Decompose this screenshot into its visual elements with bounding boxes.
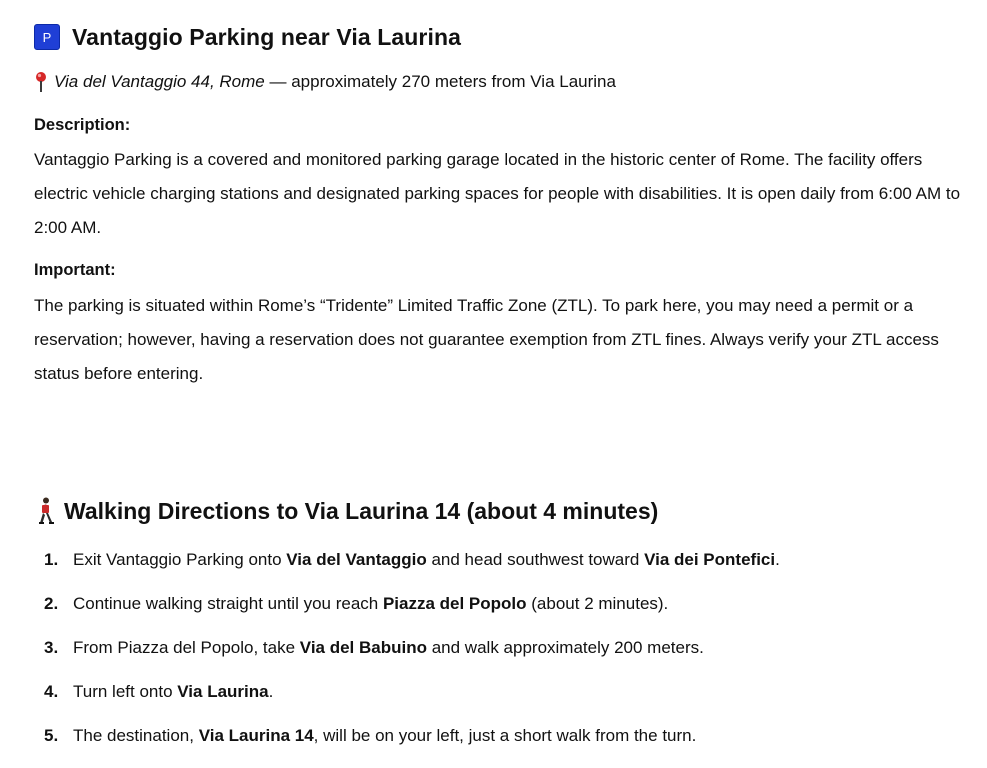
street-name: Via del Babuino [299, 638, 427, 657]
description-label: Description: [34, 116, 131, 134]
direction-step [44, 538, 974, 582]
street-name: Via Laurina 14 [198, 726, 314, 745]
step-number: 4. [44, 682, 59, 701]
direction-step [44, 670, 974, 714]
map-pin-icon [34, 71, 48, 93]
address-distance: approximately 270 meters from Via Laurina [291, 72, 616, 91]
directions-heading [34, 496, 658, 526]
step-text-part: Continue walking straight until you reach [73, 594, 383, 613]
important-text: The parking is situated within Rome’s “Tridente” Limited Traffic Zone (ZTL). To park here, you may need a permit or a reservation; however, having a reservation does not guarantee exemption from ZTL fines. Always verify your ZTL access status before entering. [34, 296, 939, 383]
step-text-part: . [268, 682, 274, 701]
street-name: Via Laurina [177, 682, 269, 701]
page-title: Vantaggio Parking near Via Laurina [72, 23, 461, 50]
step-text [73, 638, 704, 658]
step-number: 2. [44, 594, 59, 613]
directions-title: Walking Directions to Via Laurina 14 (about 4 minutes) [64, 497, 659, 524]
address-separator: — [264, 72, 292, 91]
step-text [73, 594, 668, 614]
direction-step [44, 714, 974, 758]
parking-icon-letter: P [42, 29, 52, 45]
step-text [73, 726, 696, 746]
step-text-part: and walk approximately 200 meters. [427, 638, 704, 657]
direction-step [44, 582, 974, 626]
step-text [73, 682, 273, 702]
step-text-part: The destination, [73, 726, 199, 745]
description-text: Vantaggio Parking is a covered and monitored parking garage located in the historic center of Rome. The facility offers electric vehicle charging stations and designated parking spaces for people with disabilities. It is open daily from 6:00 AM to 2:00 AM. [34, 150, 961, 237]
step-text-part: . [775, 550, 780, 569]
step-number: 5. [44, 726, 59, 745]
step-text-part: Turn left onto [73, 682, 178, 701]
address-street: Via del Vantaggio 44, Rome [54, 72, 265, 91]
parking-icon [34, 24, 60, 50]
street-name: Via del Vantaggio [286, 550, 427, 569]
address-line [34, 70, 616, 94]
street-name: Piazza del Popolo [382, 594, 527, 613]
step-number: 3. [44, 638, 59, 657]
direction-step [44, 626, 974, 670]
step-number: 1. [44, 550, 59, 569]
street-name: Via dei Pontefici [644, 550, 776, 569]
directions-list [44, 538, 974, 758]
step-text-part: From Piazza del Popolo, take [73, 638, 300, 657]
step-text-part: Exit Vantaggio Parking onto [73, 550, 287, 569]
step-text-part: and head southwest toward [426, 550, 645, 569]
step-text-part: , will be on your left, just a short walk from the turn. [313, 726, 697, 745]
step-text-part: (about 2 minutes). [526, 594, 669, 613]
title-row [34, 22, 461, 52]
walking-person-icon [34, 497, 56, 525]
important-label: Important: [34, 261, 116, 279]
step-text [73, 550, 780, 570]
